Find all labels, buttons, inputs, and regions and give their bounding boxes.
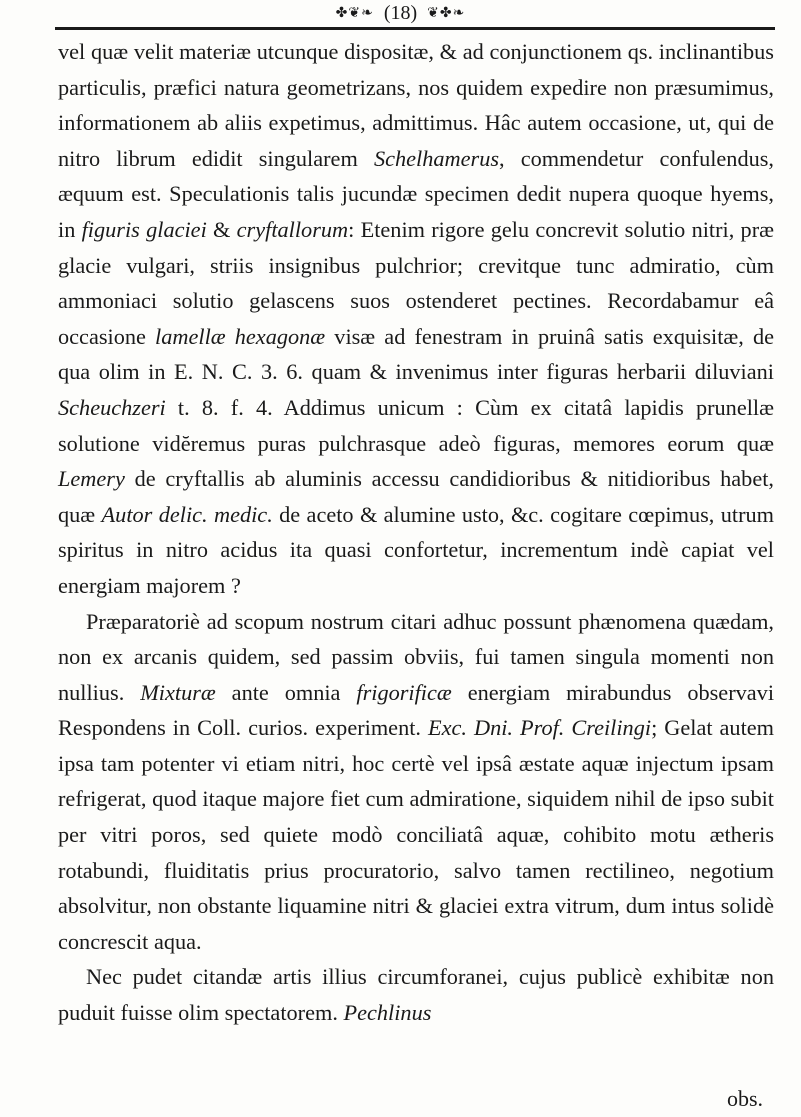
italic-run: Exc. Dni. Prof. Creilingi bbox=[427, 715, 652, 741]
italic-run: Lemery bbox=[58, 466, 125, 492]
text-run: vel quæ velit materiæ utcunque dispositæ, & ad conjunctionem qs. inclinantibus particulis, præfici natura geometrizans, nos quidem expedire non præsumimus, informationem ab aliis expetimus, admittimus. Hâc autem occasione, ut, qui de nitro librum edidit singularem bbox=[58, 39, 774, 171]
italic-run: frigorificæ bbox=[356, 679, 452, 705]
header-rule bbox=[55, 27, 775, 30]
ornament-right-icon: ❦✤❧ bbox=[427, 6, 466, 21]
italic-run: Autor delic. medic. bbox=[101, 501, 273, 527]
italic-run: lamellæ hexagonæ bbox=[155, 323, 326, 349]
catchword: obs. bbox=[726, 1086, 763, 1111]
ornament-left-icon: ✤❦❧ bbox=[335, 6, 374, 21]
paragraph-3 bbox=[58, 959, 774, 1030]
italic-run: Pechlinus bbox=[343, 1000, 432, 1026]
text-run: de aceto & alumine usto, &c. cogitare cœpimus, utrum spiritus in nitro acidus ita quasi confortetur, incrementum indè capiat vel energiam majorem ? bbox=[58, 501, 774, 598]
italic-run: Mixturæ bbox=[140, 679, 216, 705]
text-run: Nec pudet citandæ artis illius circumforanei, cujus publicè exhibitæ non puduit fuisse olim spectatorem. bbox=[58, 964, 774, 1026]
text-run: visæ ad fenestram in pruinâ satis exquisitæ, de qua olim in E. N. C. 3. 6. quam & invenimus inter figuras herbarii diluviani bbox=[58, 323, 774, 385]
text-run: t. 8. f. 4. Addimus unicum : Cùm ex citatâ lapidis prunellæ solutione vidĕremus puras pulchrasque adeò figuras, memores eorum quæ bbox=[58, 394, 774, 456]
text-run: de cryftallis ab aluminis accessu candidioribus & nitidioribus habet, quæ bbox=[58, 466, 774, 527]
text-run: Præparatoriè ad scopum nostrum citari adhuc possunt phænomena quædam, non ex arcanis quidem, sed passim obviis, fui tamen singula momenti non nullius. bbox=[58, 608, 774, 705]
italic-run: Scheuchzeri bbox=[58, 394, 166, 420]
italic-run: Schelhamerus bbox=[373, 145, 500, 171]
italic-run: figuris glaciei bbox=[81, 216, 207, 242]
paragraph-2 bbox=[58, 604, 774, 960]
text-run: , commendetur confulendus, æquum est. Speculationis talis jucundæ specimen dedit nupera quoque hyems, in bbox=[58, 145, 775, 242]
text-run: & bbox=[206, 216, 237, 242]
text-run: : Etenim rigore gelu concrevit solutio nitri, præ glacie vulgari, striis insignibus pulchrior; crevitque tunc admiratio, cùm ammoniaci solutio gelascens suos ostenderet pectines. Recordabamur eâ occasione bbox=[58, 216, 775, 349]
page-number: (18) bbox=[383, 2, 418, 24]
paragraph-1 bbox=[58, 34, 774, 604]
text-run: ante omnia bbox=[215, 679, 357, 705]
italic-run: cryftallorum bbox=[236, 216, 349, 242]
text-run: ; Gelat autem ipsa tam potenter vi etiam nitri, hoc certè vel ipsâ æstate aquæ injectum ipsam refrigerat, quod itaque majore fiet cum admiratione, siquidem nihil de ipso subit per vitri poros, sed quiete modò conciliatâ aquæ, cohibito motu ætheris rotabundi, fluiditatis prius procuratorio, salvo tamen rectilineo, negotium absolvitur, non obstante liquamine nitri & glaciei extra vitrum, dum intus solidè concrescit aqua. bbox=[58, 715, 775, 954]
body-text bbox=[58, 34, 774, 1031]
text-run: energiam mirabundus observavi Respondens in Coll. curios. experiment. bbox=[58, 679, 775, 741]
